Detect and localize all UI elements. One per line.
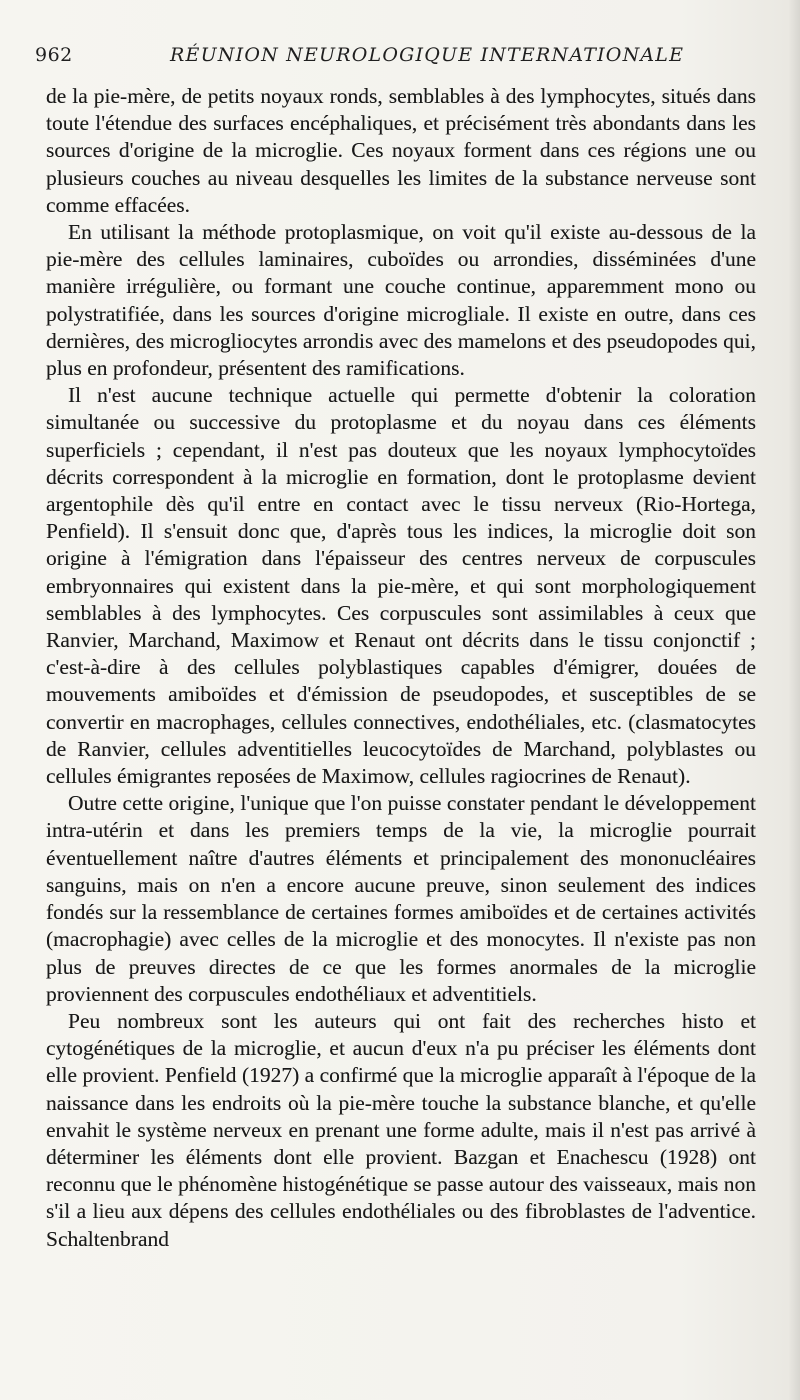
page-number: 962 (35, 44, 73, 66)
page-edge-shadow (788, 0, 800, 1400)
paragraph-2: En utilisant la méthode protoplasmique, on voit qu'il existe au-dessous de la pie-mère des cellules laminaires, cuboïdes ou arrondies, disséminées d'une manière irrégulière, ou formant une couche continue, apparemment mono ou polystratifiée, dans les sources d'origine microgliale. Il existe en outre, dans ces dernières, des microgliocytes arrondis avec des mamelons et des pseudopodes qui, plus en profondeur, présentent des ramifications. (46, 220, 756, 381)
running-title: RÉUNION NEUROLOGIQUE INTERNATIONALE (170, 44, 685, 66)
page-header (35, 44, 755, 74)
paragraph-4: Outre cette origine, l'unique que l'on puisse constater pendant le développement intra-utérin et dans les premiers temps de la vie, la microglie pourrait éventuellement naître d'autres éléments et principalement des mononucléaires sanguins, mais on n'en a encore aucune preuve, sinon seulement des indices fondés sur la ressemblance de certaines formes amiboïdes et de certaines activités (macrophagie) avec celles de la microglie et des monocytes. Il n'existe pas non plus de preuves directes de ce que les formes anormales de la microglie proviennent des corpuscules endothéliaux et adventitiels. (46, 791, 756, 1006)
paragraph-3: Il n'est aucune technique actuelle qui permette d'obtenir la coloration simultanée ou successive du protoplasme et du noyau dans ces éléments superficiels ; cependant, il n'est pas douteux que les noyaux lymphocytoïdes décrits correspondent à la microglie en formation, dont le protoplasme devient argentophile dès qu'il entre en contact avec le tissu nerveux (Rio-Hortega, Penfield). Il s'ensuit donc que, d'après tous les indices, la microglie doit son origine à l'émigration dans l'épaisseur des centres nerveux de corpuscules embryonnaires qui existent dans la pie-mère, et qui sont morphologiquement semblables à des lymphocytes. Ces corpuscules sont assimilables à ceux que Ranvier, Marchand, Maximow et Renaut ont décrits dans le tissu conjonctif ; c'est-à-dire à des cellules polyblastiques capables d'émigrer, douées de mouvements amiboïdes et d'émission de pseudopodes, et susceptibles de se convertir en macrophages, cellules connectives, endothéliales, etc. (clasmatocytes de Ranvier, cellules adventitielles leucocytoïdes de Marchand, polyblastes ou cellules émigrantes reposées de Maximow, cellules ragiocrines de Renaut). (46, 383, 756, 789)
body-text (46, 83, 756, 1253)
paragraph-1: de la pie-mère, de petits noyaux ronds, semblables à des lymphocytes, situés dans toute l'étendue des surfaces encéphaliques, et précisément très abondants dans les sources d'origine de la microglie. Ces noyaux forment dans ces régions une ou plusieurs couches au niveau desquelles les limites de la substance nerveuse sont comme effacées. (46, 84, 756, 217)
paragraph-5: Peu nombreux sont les auteurs qui ont fait des recherches histo et cytogénétiques de la microglie, et aucun d'eux n'a pu préciser les éléments dont elle provient. Penfield (1927) a confirmé que la microglie apparaît à l'époque de la naissance dans les endroits où la pie-mère touche la substance blanche, et qu'elle envahit le système nerveux en prenant une forme adulte, mais il n'est pas arrivé à déterminer les éléments dont elle provient. Bazgan et Enachescu (1928) ont reconnu que le phénomène histogénétique se passe autour des vaisseaux, mais non s'il a lieu aux dépens des cellules endothéliales ou des fibroblastes de l'adventice. Schaltenbrand (46, 1008, 756, 1251)
